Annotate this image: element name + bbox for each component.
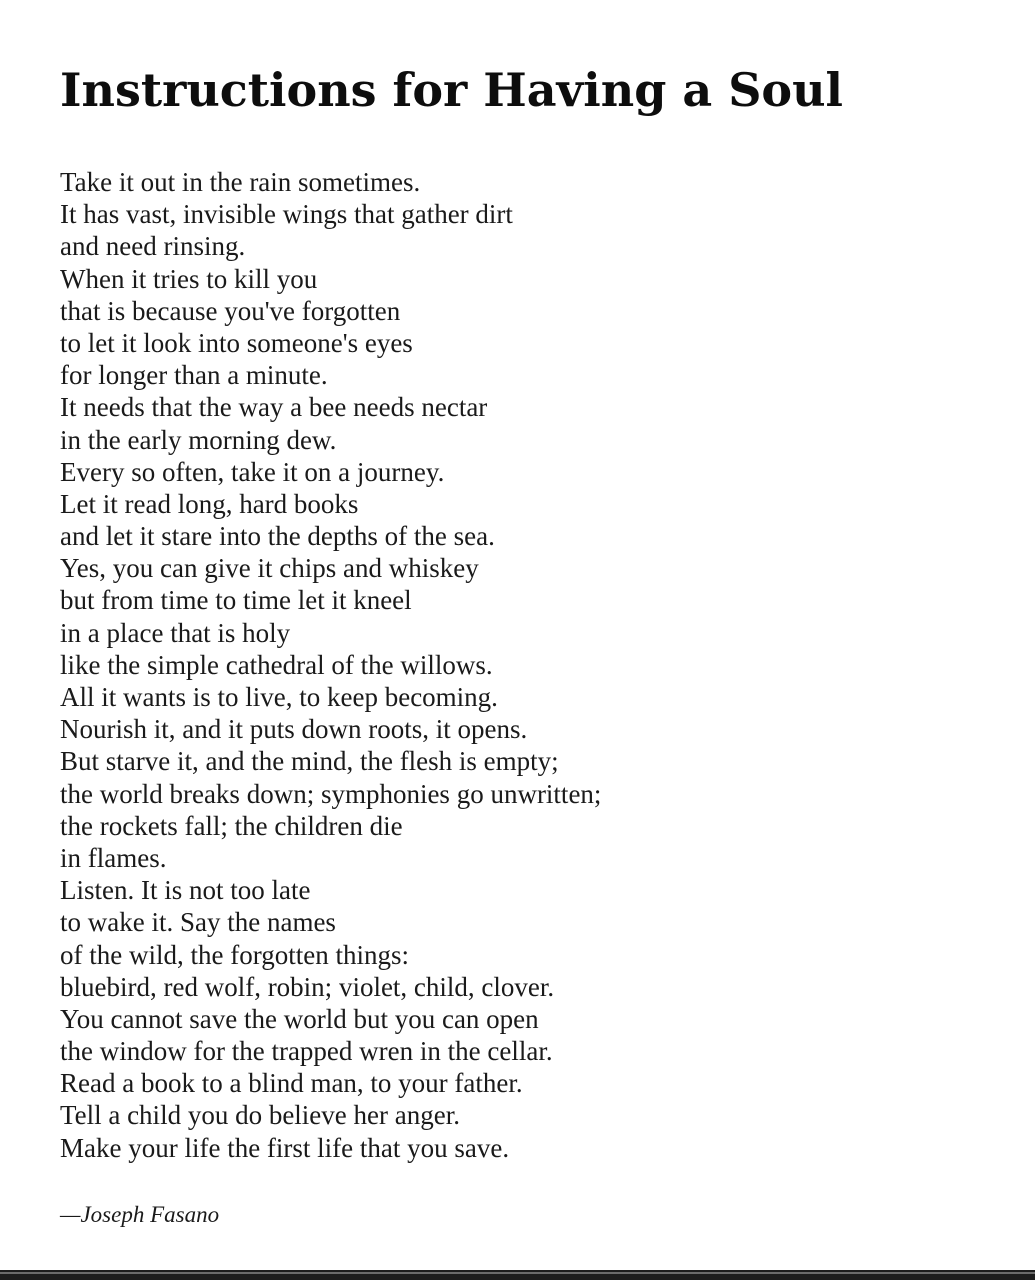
poem-line: bluebird, red wolf, robin; violet, child, clover. bbox=[60, 971, 555, 1002]
poem-line: Read a book to a blind man, to your father. bbox=[60, 1068, 523, 1099]
poem-line: to wake it. Say the names bbox=[60, 907, 336, 938]
bottom-border-highlight bbox=[0, 1272, 1035, 1274]
poem-line: but from time to time let it kneel bbox=[60, 585, 412, 616]
poem-line: in a place that is holy bbox=[60, 617, 291, 648]
poem-line: When it tries to kill you bbox=[60, 263, 318, 294]
poem-line: in flames. bbox=[60, 842, 167, 873]
poem-attribution: —Joseph Fasano bbox=[60, 1202, 220, 1227]
poem-line: for longer than a minute. bbox=[60, 360, 328, 391]
poem-line: Take it out in the rain sometimes. bbox=[60, 167, 421, 197]
poem-line: It has vast, invisible wings that gather dirt bbox=[60, 199, 513, 230]
poem-line: the window for the trapped wren in the cellar. bbox=[60, 1036, 553, 1067]
poem-line: All it wants is to live, to keep becoming. bbox=[60, 682, 498, 712]
poem-line: Tell a child you do believe her anger. bbox=[60, 1100, 460, 1131]
poem-line: the world breaks down; symphonies go unwritten; bbox=[60, 778, 602, 809]
poem-line: Let it read long, hard books bbox=[60, 488, 359, 519]
poem-line: and need rinsing. bbox=[60, 231, 246, 262]
poem-line: like the simple cathedral of the willows. bbox=[60, 649, 493, 680]
poem-line: It needs that the way a bee needs nectar bbox=[60, 392, 488, 423]
poem-line: Nourish it, and it puts down roots, it opens. bbox=[60, 714, 528, 745]
poem-line: the rockets fall; the children die bbox=[60, 810, 403, 841]
poem-line: Yes, you can give it chips and whiskey bbox=[60, 553, 479, 584]
poem-line: But starve it, and the mind, the flesh is empty; bbox=[60, 746, 559, 777]
poem-line: that is because you've forgotten bbox=[60, 295, 401, 326]
poem-line: and let it stare into the depths of the sea. bbox=[60, 521, 495, 552]
poem-line: in the early morning dew. bbox=[60, 424, 337, 455]
poem-line: Make your life the first life that you save. bbox=[60, 1132, 510, 1163]
poem-line: Every so often, take it on a journey. bbox=[60, 456, 445, 487]
poem-line: You cannot save the world but you can open bbox=[60, 1003, 539, 1034]
poem-line: to let it look into someone's eyes bbox=[60, 327, 413, 358]
poem-title: Instructions for Having a Soul bbox=[60, 63, 844, 117]
poem-line: Listen. It is not too late bbox=[60, 875, 311, 906]
poem-body bbox=[60, 166, 601, 1164]
poem-line: of the wild, the forgotten things: bbox=[60, 939, 409, 970]
